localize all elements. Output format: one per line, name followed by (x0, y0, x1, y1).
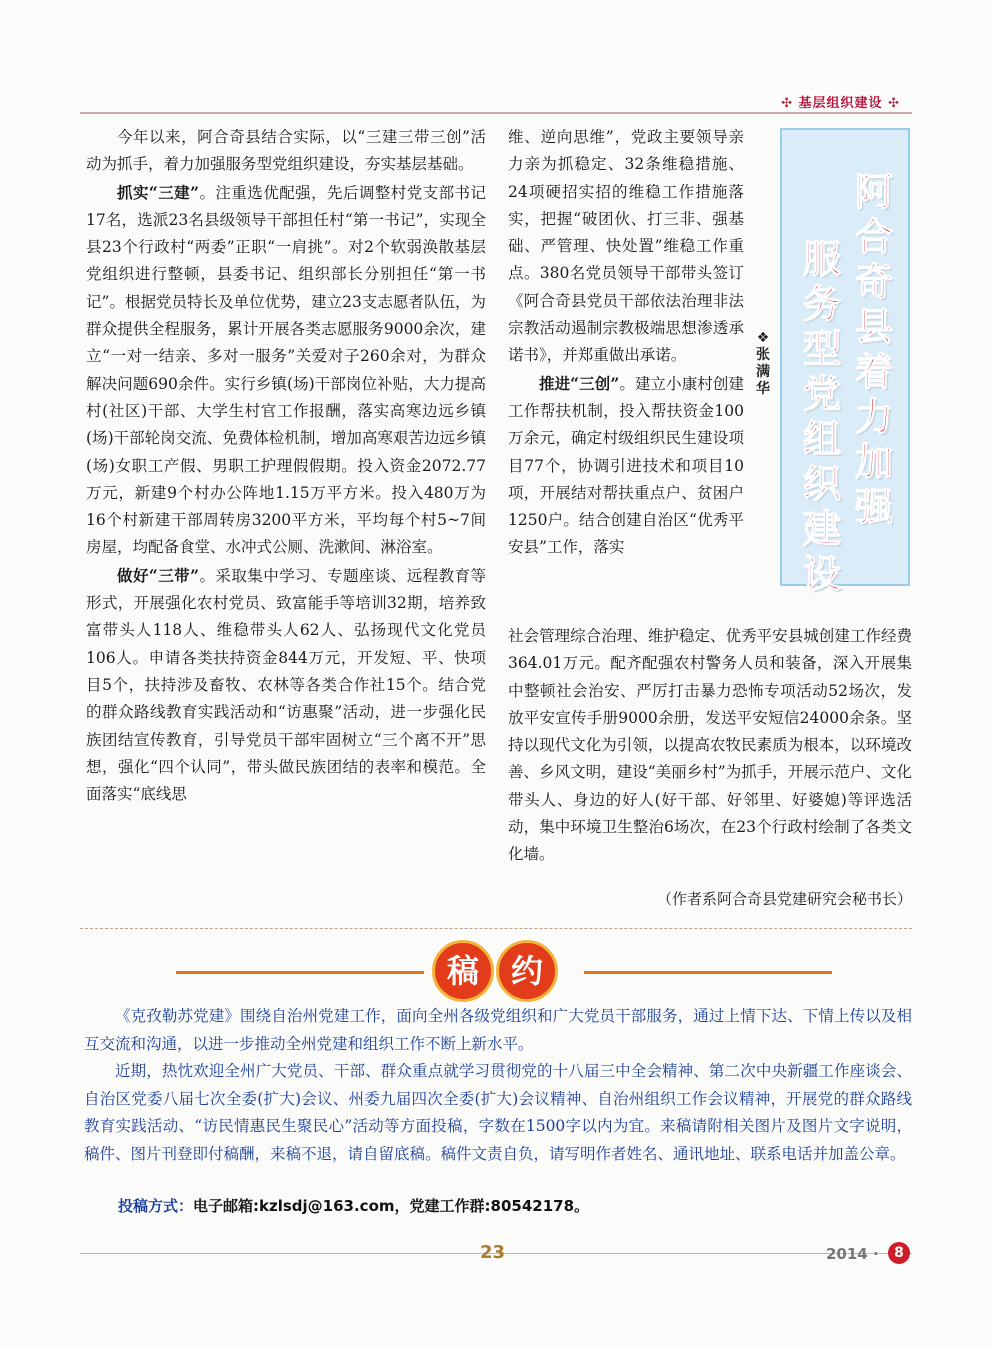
paragraph-continued: 维、逆向思维”，党政主要领导亲力亲为抓稳定、32条维稳措施、24项硬招实招的维稳工作措施落实，把握“破团伙、打三非、强基础、严管理、快处置”维稳工作重点。380名党员领导干部带头签订《阿合奇县党员干部依法治理非法宗教活动遏制宗教极端思想渗透承诺书》，并郑重做出承诺。 (508, 128, 744, 365)
notice-title-char-1: 稿 (432, 940, 494, 1002)
intro-paragraph: 今年以来，阿合奇县结合实际，以“三建三带三创”活动为抓手，着力加强服务型党组织建设，夯实基层基础。 (86, 128, 486, 174)
ornament-icon: ✣ (888, 96, 900, 111)
article-title-line-1: 阿合奇县着力加强 (854, 170, 893, 529)
article-title-line-2: 服务型党组织建设 (802, 237, 841, 596)
page-number: 23 (480, 1242, 506, 1263)
article-column-1 (86, 124, 486, 808)
contact-label: 投稿方式： (118, 1197, 194, 1215)
paragraph-san-chuang (508, 370, 744, 562)
author-byline (752, 330, 774, 398)
call-for-papers (84, 1003, 912, 1168)
author-name: 张满华 (756, 347, 770, 397)
issue-number-badge: 8 (888, 1242, 910, 1264)
paragraph-body: 。建立小康村创建工作帮扶机制，投入帮扶资金100万余元，确定村级组织民生建设项目77个，协调引进技术和项目10项，开展结对帮扶重点户、贫困户1250户。结合创建自治区“优秀平安县”工作，落实 (508, 374, 744, 557)
notice-paragraph-2: 近期，热忱欢迎全州广大党员、干部、群众重点就学习贯彻党的十八届三中全会精神、第二次中央新疆工作座谈会、自治区党委八届七次全委(扩大)会议、州委九届四次全委(扩大)会议精神、自治州组织工作会议精神，开展党的群众路线教育实践活动、“访民情惠民生聚民心”活动等方面投稿，字数在1500字以内为宜。来稿请附相关图片及图片文字说明，稿件、图片刊登即付稿酬，来稿不退，请自留底稿。稿件文责自负，请写明作者姓名、通讯地址、联系电话并加盖公章。 (84, 1062, 912, 1163)
ornament-icon: ✣ (781, 96, 794, 111)
header-divider (80, 112, 912, 114)
notice-rule-right (584, 971, 832, 974)
paragraph-body: 。注重选优配强，先后调整村党支部书记17名，选派23名县级领导干部担任村“第一书记”，实现全县23个行政村“两委”正职“一肩挑”。对2个软弱涣散基层党组织进行整顿，县委书记、组织部长分别担任“第一书记”。根据党员特长及单位优势，建立23支志愿者队伍，为群众提供全程服务，累计开展各类志愿服务9000余次，建立“一对一结亲、多对一服务”关爱对子260余对，为群众解决问题690余件。实行乡镇(场)干部岗位补贴，大力提高村(社区)干部、大学生村官工作报酬，落实高寒边远乡镇(场)干部轮岗交流、免费体检机制，增加高寒艰苦边远乡镇(场)女职工产假、男职工护理假假期。投入资金2072.77万元，新建9个村办公阵地1.15万平方米。投入480万为16个村新建干部周转房3200平方米，平均每个村5~7间房屋，均配备食堂、水冲式公厕、洗漱间、淋浴室。 (86, 183, 486, 557)
contact-value: 电子邮箱:kzlsdj@163.com，党建工作群:80542178。 (193, 1197, 590, 1215)
subheading-san-chuang: 推进“三创” (539, 373, 620, 393)
section-header (781, 92, 900, 111)
paragraph-body: 。采取集中学习、专题座谈、远程教育等形式，开展强化农村党员、致富能手等培训32期，培养致富带头人118人、维稳带头人62人、弘扬现代文化党员106人。申请各类扶持资金844万元，开发短、平、快项目5个，扶持涉及畜牧、农林等各类合作社15个。结合党的群众路线教育实践活动和“访惠聚”活动，进一步强化民族团结宣传教育，引导党员干部牢固树立“三个离不开”思想，强化“四个认同”，带头做民族团结的表率和模范。全面落实“底线思 (86, 566, 486, 804)
paragraph-san-dai (86, 562, 486, 809)
paragraph-san-jian (86, 179, 486, 562)
author-credit: （作者系阿合奇县党建研究会秘书长） (656, 890, 912, 908)
paragraph-san-chuang-continued: 社会管理综合治理、维护稳定、优秀平安县城创建工作经费364.01万元。配齐配强农村警务人员和装备，深入开展集中整顿社会治安、严厉打击暴力恐怖专项活动52场次，发放平安宣传手册9000余册，发送平安短信24000余条。坚持以现代文化为引领，以提高农牧民素质为根本，以环境改善、乡风文明，建设“美丽乡村”为抓手，开展示范户、文化带头人、身边的好人(好干部、好邻里、好婆媳)等评选活动，集中环境卫生整治6场次，在23个行政村绘制了各类文化墙。 (508, 627, 912, 864)
notice-paragraph-1: 《克孜勒苏党建》围绕自治州党建工作，面向全州各级党组织和广大党员干部服务，通过上情下达、下情上传以及相互交流和沟通，以进一步推动全州党建和组织工作不断上新水平。 (84, 1007, 912, 1053)
notice-rule-left (176, 971, 424, 974)
subheading-san-jian: 抓实“三建” (117, 182, 200, 202)
subheading-san-dai: 做好“三带” (117, 565, 200, 585)
submission-contact (118, 1195, 589, 1216)
issue-year: 2014 · (826, 1245, 879, 1263)
article-wide-block (508, 623, 912, 869)
article-column-2 (508, 124, 744, 562)
section-divider (80, 928, 912, 929)
diamond-icon: ❖ (756, 330, 770, 346)
section-title: 基层组织建设 (798, 96, 883, 111)
notice-title-char-2: 约 (496, 940, 558, 1002)
